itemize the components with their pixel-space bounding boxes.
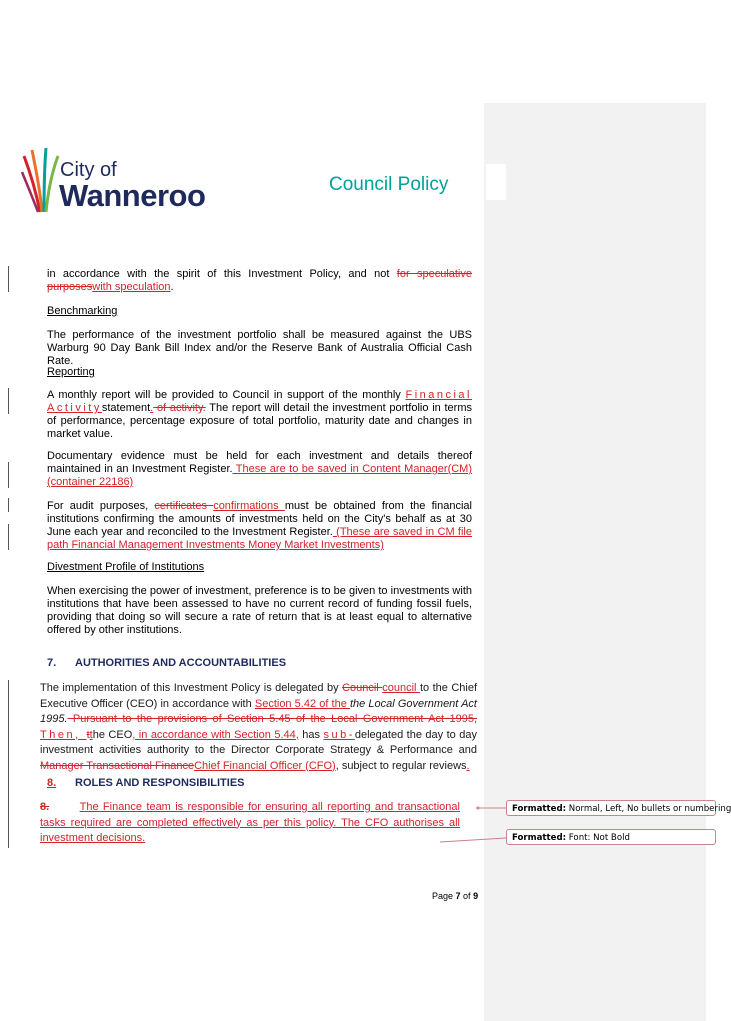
paragraph: Documentary evidence must be held for each investment and details thereof maintained in an Investment Register. These are to be saved in Content Manager(CM) (container 22186) xyxy=(47,450,473,488)
change-bar xyxy=(8,524,9,550)
page-footer: Page 7 of 9 xyxy=(432,891,479,901)
page-title: Council Policy xyxy=(329,174,449,195)
comment-connectors xyxy=(440,800,510,850)
heading-reporting: Reporting xyxy=(47,366,95,378)
change-bar xyxy=(8,266,9,292)
heading-divestment: Divestment Profile of Institutions xyxy=(47,561,205,573)
change-bar xyxy=(8,680,9,848)
section-8-number: 8. xyxy=(47,777,57,789)
paragraph: When exercising the power of investment, preference is to be given to investments with institutions that have been assessed to have no current record of funding fossil fuels, providing that doing so will secure a rate of return that is at least equal to alternative offered by other institutions. xyxy=(47,585,472,636)
section-7-title: AUTHORITIES AND ACCOUNTABILITIES xyxy=(75,657,287,669)
section-7-number: 7. xyxy=(47,657,57,669)
city-logo xyxy=(22,142,212,216)
paragraph: A monthly report will be provided to Council in support of the monthly Financial Activitystatement. of activity. The report will detail the investment portfolio in terms of performance, percentage exposure of total portfolio, maturity date and changes in market value. xyxy=(47,389,472,440)
paragraph: For audit purposes, certificates confirmations must be obtained from the financial institutions confirming the amounts of investments held on the City's behalf as at 30 June each year and reconciled to the Investment Register. (These are saved in CM file path Financial Management Investments Money Market Investments) xyxy=(47,500,472,551)
comment-balloon[interactable]: Formatted: Normal, Left, No bullets or numbering xyxy=(506,800,716,816)
header-box xyxy=(486,164,506,200)
change-bar xyxy=(8,462,9,488)
paragraph: 8. The Finance team is responsible for ensuring all reporting and transactional tasks required are completed effectively as per this policy. The CFO authorises all investment decisions. xyxy=(40,801,460,844)
logo-line-1: City of xyxy=(60,159,117,181)
comment-balloon[interactable]: Formatted: Font: Not Bold xyxy=(506,829,716,845)
change-bar xyxy=(8,388,9,414)
heading-benchmarking: Benchmarking xyxy=(47,305,118,317)
logo-leaves-icon xyxy=(22,142,62,214)
logo-line-2: Wanneroo xyxy=(59,178,206,213)
comments-pane xyxy=(484,103,706,1021)
section-8-title: ROLES AND RESPONSIBILITIES xyxy=(75,777,245,789)
paragraph: The implementation of this Investment Policy is delegated by Council council to the Chief Executive Officer (CEO) in accordance with Section 5.42 of the the Local Government Act 1995. Pursuant to the provisions of Section 5.45 of the Local Government Act 1995, Then, tthe CEO, in accordance with Section 5.44, has sub-delegated the day to day investment activities authority to the Director Corporate Strategy & Performance and Manager Transactional FinanceChief Financial Officer (CFO), subject to regular reviews. xyxy=(40,682,478,772)
change-bar xyxy=(8,498,9,512)
paragraph: in accordance with the spirit of this Investment Policy, and not for speculative purposeswith speculation. xyxy=(47,268,472,293)
paragraph: The performance of the investment portfolio shall be measured against the UBS Warburg 90 Day Bank Bill Index and/or the Reserve Bank of Australia Official Cash Rate. xyxy=(47,329,472,367)
